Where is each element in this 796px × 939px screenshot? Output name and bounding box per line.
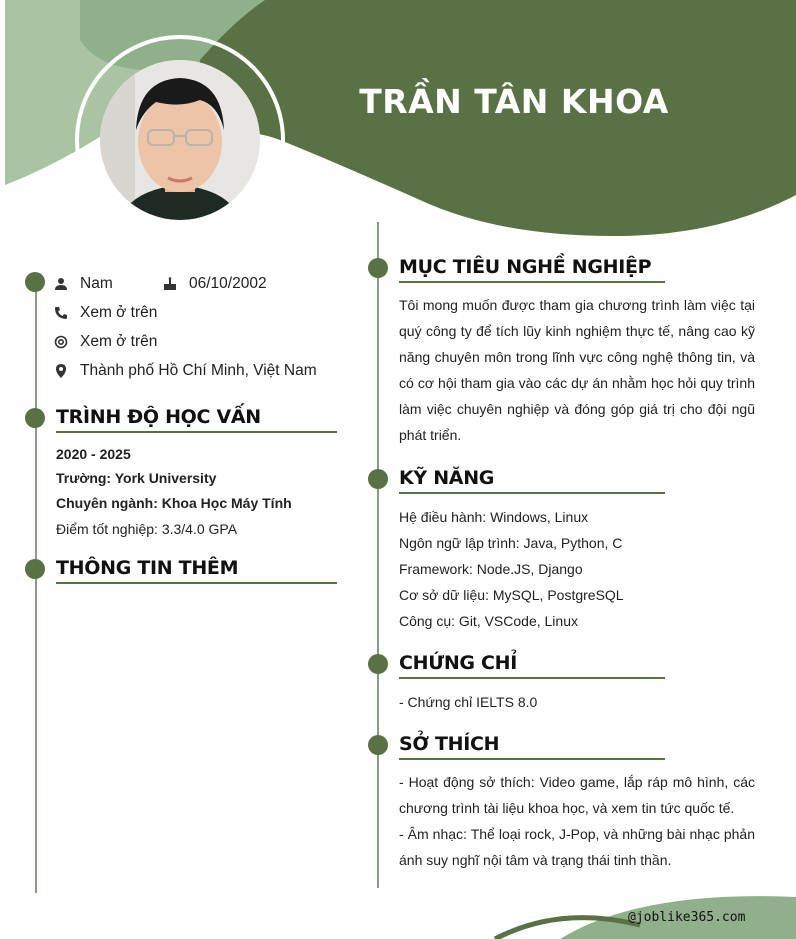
skill-item: Framework: Node.JS, Django [399,561,583,577]
certificates-dot [368,654,388,674]
extra-dot [25,559,45,579]
phone-row [52,303,157,323]
skill-item: Hệ điều hành: Windows, Linux [399,509,589,525]
education-title: TRÌNH ĐỘ HỌC VẤN [56,406,261,428]
cake-icon [161,275,179,293]
birthday-value: 06/10/2002 [189,275,267,292]
phone-icon [52,304,70,322]
objective-underline [399,281,665,283]
certificates-title: CHỨNG CHỈ [399,652,518,674]
certificates-underline [399,677,665,679]
email-value: Xem ở trên [80,333,158,350]
education-period: 2020 - 2025 [56,446,131,462]
education-underline [56,431,337,433]
extra-title: THÔNG TIN THÊM [56,557,239,579]
extra-underline [56,582,337,584]
location-pin-icon [52,362,70,380]
education-gpa: Điểm tốt nghiệp: 3.3/4.0 GPA [56,521,238,537]
avatar [100,60,260,220]
skills-title: KỸ NĂNG [399,467,495,489]
skill-item: Công cụ: Git, VSCode, Linux [399,613,578,629]
contact-dot [25,272,45,292]
full-name: TRẦN TÂN KHOA [359,82,669,121]
education-school: Trường: York University [56,470,217,486]
watermark: @joblike365.com [628,910,746,925]
objective-title: MỤC TIÊU NGHỀ NGHIỆP [399,256,652,278]
hobby-item: - Hoạt động sở thích: Video game, lắp ráp mô hình, các chương trình tài liệu khoa học, và xem tin tức quốc tế. [399,774,755,816]
right-timeline-line [377,222,379,888]
objective-dot [368,258,388,278]
hobby-item: - Âm nhạc: Thể loại rock, J-Pop, và những bài nhạc phản ánh suy nghĩ nội tâm và trạng thái tinh thần. [399,826,755,868]
at-icon [52,333,70,351]
hobbies-title: SỞ THÍCH [399,733,500,755]
person-icon [52,275,70,293]
skills-underline [399,492,665,494]
left-timeline-line [35,281,37,893]
birthday-row [161,274,267,294]
email-row [52,332,157,352]
gender-row [52,274,113,294]
skill-item: Ngôn ngữ lập trình: Java, Python, C [399,535,623,551]
education-major: Chuyên ngành: Khoa Học Máy Tính [56,495,292,511]
address-value: Thành phố Hồ Chí Minh, Việt Nam [80,362,317,379]
hobbies-dot [368,735,388,755]
gender-value: Nam [80,275,113,292]
address-row [52,361,317,381]
hobbies-underline [399,758,665,760]
skills-dot [368,469,388,489]
skill-item: Cơ sở dữ liệu: MySQL, PostgreSQL [399,587,624,603]
education-dot [25,408,45,428]
phone-value: Xem ở trên [80,304,158,321]
certificate-item: - Chứng chỉ IELTS 8.0 [399,694,538,710]
objective-text: Tôi mong muốn được tham gia chương trình làm việc tại quý công ty để tích lũy kinh nghiệm thực tế, nâng cao kỹ năng chuyên môn trong lĩnh vực công nghệ thông tin, và có cơ hội tham gia vào các dự án nhằm học hỏi quy trình làm việc chuyên nghiệp và đóng góp giá trị cho đội ngũ phát triển. [399,297,755,443]
